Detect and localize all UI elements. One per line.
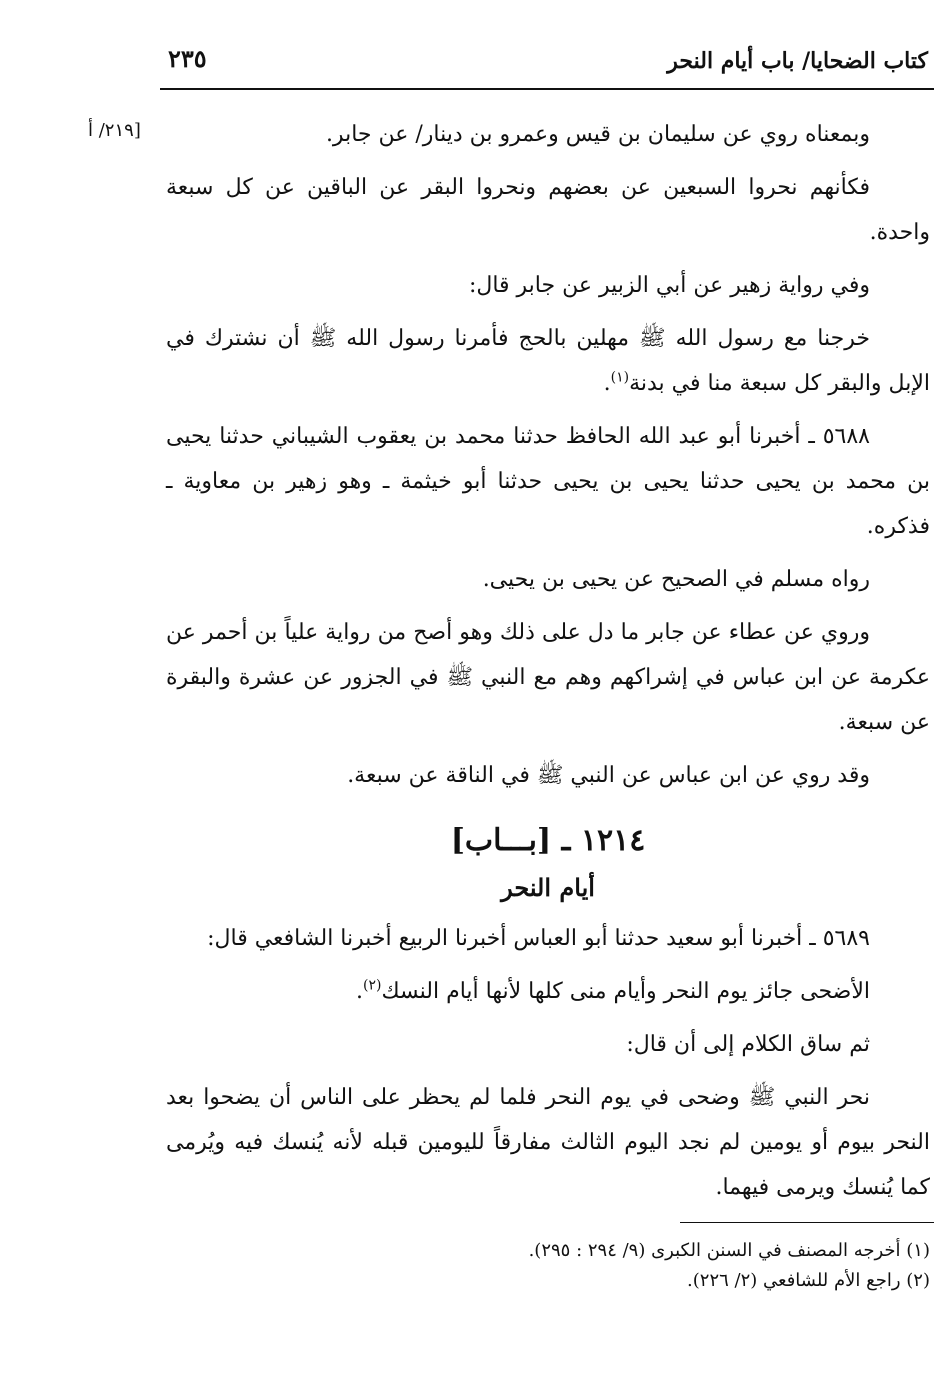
manuscript-margin-reference: [٢١٩/ أ	[88, 120, 141, 141]
paragraph-3: وفي رواية زهير عن أبي الزبير عن جابر قال:	[468, 273, 870, 298]
footnote-1: (١) أخرجه المصنف في السنن الكبرى (٩/ ٢٩٤ : ٢٩٥).	[528, 1240, 930, 1261]
paragraph-b2-end: .	[356, 979, 363, 1004]
paragraph-7: وروي عن عطاء عن جابر ما دل على ذلك وهو أصح من رواية علياً بن أحمر عن عكرمة عن ابن عباس في إشراكهم وهم مع النبي ﷺ في الجزور عن عشرة والبقرة عن سبعة.	[166, 620, 930, 735]
footnote-ref-1: (١)	[610, 369, 630, 386]
hadith-5688: ٥٦٨٨ ـ أخبرنا أبو عبد الله الحافظ حدثنا محمد بن يعقوب الشيباني حدثنا يحيى بن محمد بن يحيى حدثنا يحيى بن يحيى حدثنا أبو خيثمة ـ وهو زهير بن معاوية ـ فذكره.	[166, 424, 930, 539]
chapter-subheading: أيام النحر	[501, 873, 595, 902]
footnotes	[166, 1236, 930, 1296]
paragraph-b3: ثم ساق الكلام إلى أن قال:	[626, 1032, 870, 1057]
paragraph-b2	[166, 969, 930, 1014]
paragraph-4-end: .	[603, 371, 611, 396]
footnote-2: (٢) راجع الأم للشافعي (٢/ ٢٢٦).	[687, 1270, 930, 1291]
page-number: ٢٣٥	[168, 44, 207, 73]
running-header-title: كتاب الضحايا/ باب أيام النحر	[667, 48, 928, 74]
main-text	[166, 112, 930, 1218]
footnote-rule	[680, 1222, 934, 1223]
paragraph-b2-text: الأضحى جائز يوم النحر وأيام منى كلها لأنها أيام النسك	[381, 979, 870, 1004]
paragraph-4	[166, 316, 930, 406]
chapter-heading: ١٢١٤ ـ [بـــاب]	[450, 823, 646, 858]
paragraph-6: رواه مسلم في الصحيح عن يحيى بن يحيى.	[482, 567, 870, 592]
hadith-5689: ٥٦٨٩ ـ أخبرنا أبو سعيد حدثنا أبو العباس أخبرنا الربيع أخبرنا الشافعي قال:	[207, 926, 870, 951]
footnote-ref-2: (٢)	[363, 977, 382, 994]
paragraph-4-text: خرجنا مع رسول الله ﷺ مهلين بالحج فأمرنا رسول الله ﷺ أن نشترك في الإبل والبقر كل سبعة منا في بدنة	[166, 326, 930, 396]
paragraph-8: وقد روي عن ابن عباس عن النبي ﷺ في الناقة عن سبعة.	[347, 763, 870, 788]
paragraph-2: فكأنهم نحروا السبعين عن بعضهم ونحروا البقر عن الباقين عن كل سبعة واحدة.	[166, 175, 930, 245]
header-rule	[160, 88, 934, 90]
paragraph-b4: نحر النبي ﷺ وضحى في يوم النحر فلما لم يحظر على الناس أن يضحوا بعد النحر بيوم أو يومين لم نجد اليوم الثالث مفارقاً لليومين قبله لأنه يُنسك فيه ويُرمى كما يُنسك ويرمى فيهما.	[166, 1085, 930, 1200]
paragraph-1: وبمعناه روي عن سليمان بن قيس وعمرو بن دينار/ عن جابر.	[325, 122, 870, 147]
